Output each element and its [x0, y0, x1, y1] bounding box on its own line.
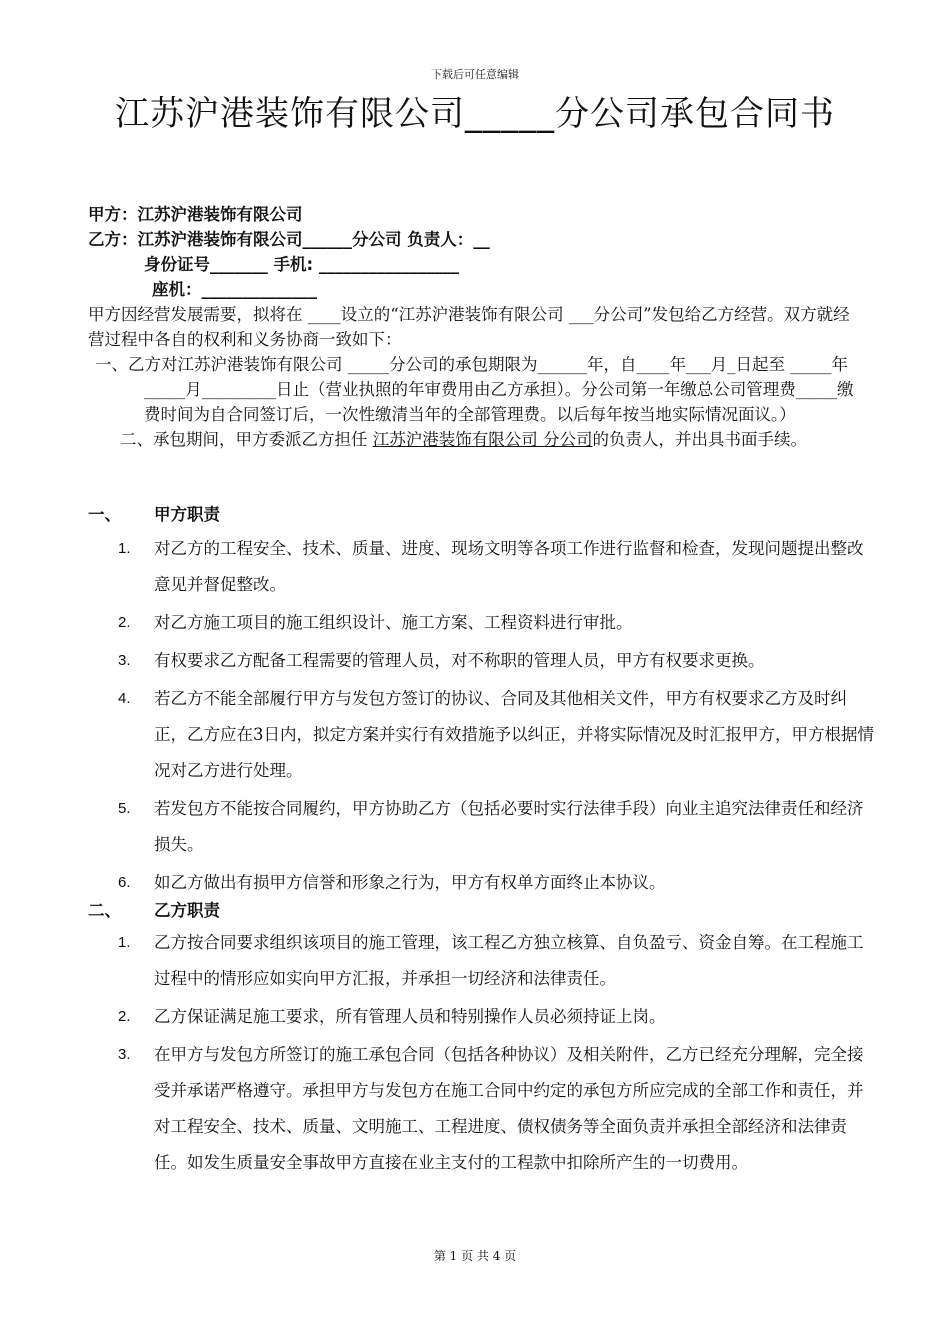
item-text: 乙方保证满足施工要求，所有管理人员和特别操作人员必须持证上岗。 [154, 1007, 666, 1026]
document-title: 江苏沪港装饰有限公司_____分公司承包合同书 [115, 94, 835, 134]
item-number: 5. [118, 800, 131, 817]
article-2-underlined: 江苏沪港装饰有限公司 分公司 [372, 430, 593, 449]
item-number: 6. [118, 874, 131, 891]
item-number: 2. [118, 1008, 131, 1025]
party-b-duties-list [118, 925, 878, 1183]
item-number: 1. [118, 540, 131, 557]
list-item [118, 643, 878, 679]
article-2 [88, 427, 860, 452]
article-2-text: 二、承包期间，甲方委派乙方担任 [120, 430, 373, 449]
list-item [118, 681, 878, 789]
list-item [118, 1037, 878, 1181]
party-a-line: 甲方：江苏沪港装饰有限公司 [88, 205, 303, 224]
item-text: 如乙方做出有损甲方信誉和形象之行为，甲方有权单方面终止本协议。 [154, 873, 666, 892]
item-text: 有权要求乙方配备工程需要的管理人员，对不称职的管理人员，甲方有权要求更换。 [154, 651, 765, 670]
section-title: 乙方职责 [154, 901, 220, 920]
list-item [118, 791, 878, 863]
section-heading-party-a [88, 501, 220, 525]
party-b-line: 乙方：江苏沪港装饰有限公司______分公司 负责人：__ [88, 230, 490, 249]
page-footer: 第 1 页 共 4 页 [433, 1249, 517, 1263]
item-text: 乙方按合同要求组织该项目的施工管理，该工程乙方独立核算、自负盈亏、资金自筹。在工程施工过程中的情形应如实向甲方汇报，并承担一切经济和法律责任。 [154, 933, 864, 988]
article-2-text-end: 的负责人，并出具书面手续。 [592, 430, 807, 449]
list-item [118, 999, 878, 1035]
list-item [118, 605, 878, 641]
contract-body [88, 302, 860, 452]
list-item [118, 531, 878, 603]
item-text: 在甲方与发包方所签订的施工承包合同（包括各种协议）及相关附件，乙方已经充分理解，完全接受并承诺严格遵守。承担甲方与发包方在施工合同中约定的承包方所应完成的全部工作和责任，并对工程安全、技术、质量、文明施工、工程进度、债权债务等全面负责并承担全部经济和法律责任。如发生质量安全事故甲方直接在业主支付的工程款中扣除所产生的一切费用。 [154, 1045, 864, 1172]
section-number: 二、 [88, 901, 121, 920]
item-text: 若乙方不能全部履行甲方与发包方签订的协议、合同及其他相关文件，甲方有权要求乙方及时纠正，乙方应在3日内，拟定方案并实行有效措施予以纠正，并将实际情况及时汇报甲方，甲方根据情况对乙方进行处理。 [154, 689, 874, 780]
header-note: 下载后可任意编辑 [431, 68, 519, 81]
item-text: 若发包方不能按合同履约，甲方协助乙方（包括必要时实行法律手段）向业主追究法律责任和经济损失。 [154, 799, 864, 854]
item-number: 4. [118, 690, 131, 707]
parties-block [88, 202, 868, 302]
item-text: 对乙方的工程安全、技术、质量、进度、现场文明等各项工作进行监督和检查，发现问题提出整改意见并督促整改。 [154, 539, 864, 594]
id-phone-line: 身份证号_______ 手机: _________________ [144, 255, 460, 274]
item-number: 1. [118, 934, 131, 951]
section-number: 一、 [88, 505, 121, 524]
item-number: 3. [118, 652, 131, 669]
article-1: 一、乙方对江苏沪港装饰有限公司 _____分公司的承包期限为______年，自____年___月_日起至 _____年_____月_________日止（营业执照的年审费用由乙方承担）。分公司第一年缴总公司管理费_____缴费时间为自合同签订后，一次性缴清当年的全部管理费。以后每年按当地实际情况面议。） [95, 355, 854, 424]
landline-line: 座机：______________ [152, 280, 317, 299]
item-text: 对乙方施工项目的施工组织设计、施工方案、工程资料进行审批。 [154, 613, 633, 632]
item-number: 3. [118, 1046, 131, 1063]
section-title: 甲方职责 [154, 505, 220, 524]
list-item [118, 865, 878, 901]
party-a-duties-list [118, 531, 878, 903]
section-heading-party-b [88, 897, 220, 921]
item-number: 2. [118, 614, 131, 631]
list-item [118, 925, 878, 997]
intro-paragraph: 甲方因经营发展需要，拟将在 ____设立的“江苏沪港装饰有限公司 ___分公司”发包给乙方经营。双方就经营过程中各自的权利和义务协商一致如下： [88, 305, 850, 349]
